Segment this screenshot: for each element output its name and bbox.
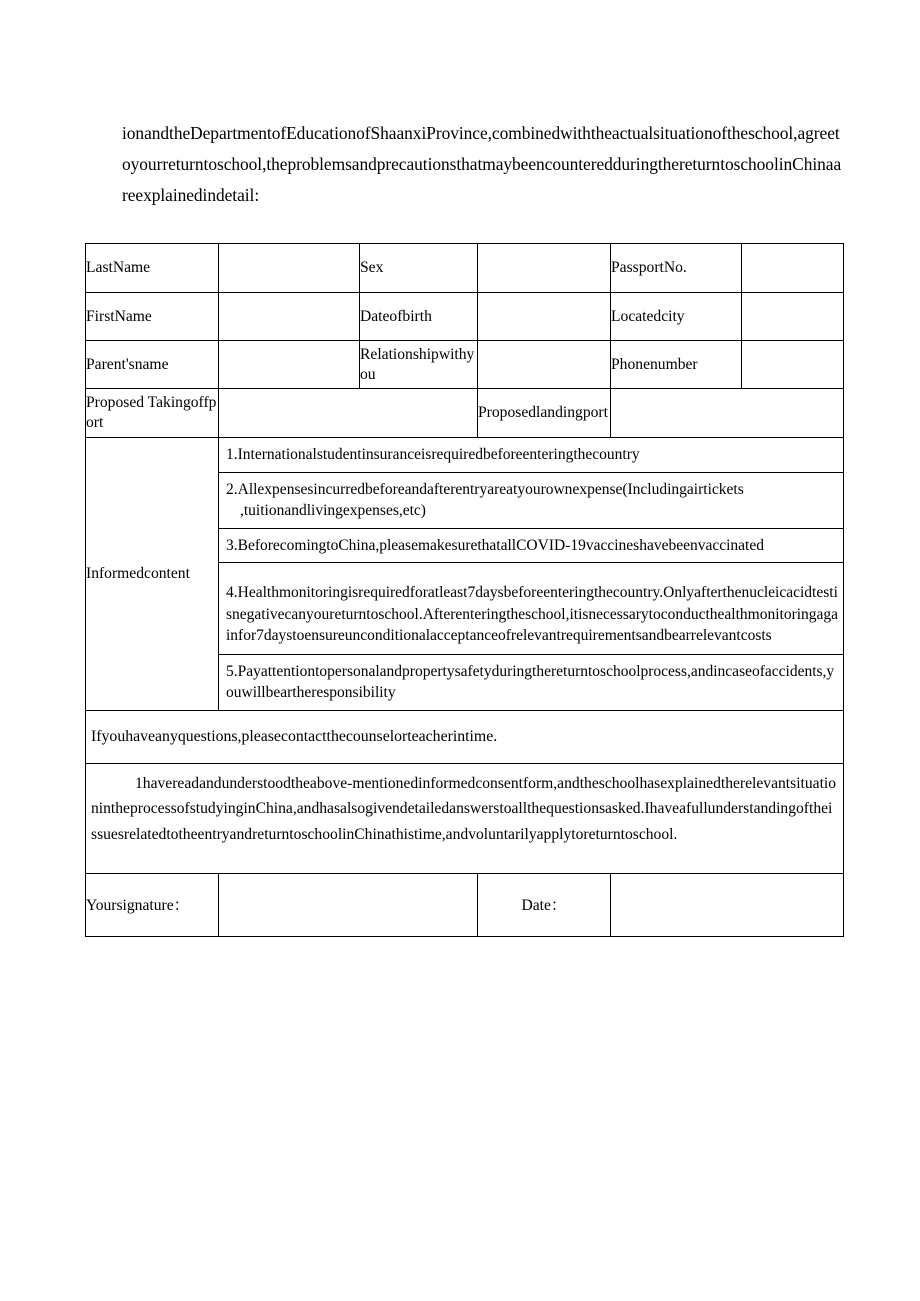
table-row-first-name [86, 293, 844, 341]
input-proposed-taking-off-port[interactable] [219, 389, 478, 438]
table-row-parents-name [86, 341, 844, 389]
input-sex[interactable] [478, 244, 611, 293]
informed-item-2-text: 2.Allexpensesincurredbeforeandafterentryareatyourownexpense(Includingairtickets [226, 480, 744, 498]
table-row-consent-statement [86, 763, 844, 874]
questions-note: Ifyouhaveanyquestions,pleasecontactthecounselorteacherintime. [86, 710, 844, 763]
input-relationship-with-you[interactable] [478, 341, 611, 389]
input-your-signature[interactable] [219, 874, 478, 937]
informed-item-2 [219, 472, 843, 528]
label-first-name: FirstName [86, 293, 219, 341]
table-row-signature [86, 874, 844, 937]
informed-content-list [219, 438, 843, 710]
label-passport-no: PassportNo. [611, 244, 742, 293]
informed-content-cell [219, 438, 844, 711]
label-sex: Sex [360, 244, 478, 293]
label-informed-content: Informedcontent [86, 438, 219, 711]
informed-item [219, 438, 843, 472]
input-date[interactable] [611, 874, 844, 937]
informed-consent-form-table [85, 243, 844, 937]
label-last-name: LastName [86, 244, 219, 293]
table-row-ports [86, 389, 844, 438]
label-phone-number: Phonenumber [611, 341, 742, 389]
label-proposed-landing-port: Proposedlandingport [478, 389, 611, 438]
input-first-name[interactable] [219, 293, 360, 341]
table-row-last-name [86, 244, 844, 293]
input-date-of-birth[interactable] [478, 293, 611, 341]
input-passport-no[interactable] [742, 244, 844, 293]
table-row-informed-content [86, 438, 844, 711]
informed-item [219, 528, 843, 563]
input-phone-number[interactable] [742, 341, 844, 389]
informed-item [219, 563, 843, 655]
consent-statement-body: mentionedinformedconsentform,andtheschoolhasexplainedtherelevantsituationintheprocessofstudyinginChina,andhasalsogivendetailedanswerstoallthequestionsasked.IhaveafullunderstandingoftheissuesrelatedtotheentryandreturntoschoolinChinathistime,andvoluntarilyapplytoreturntoschool. [91, 774, 837, 843]
label-relationship-with-you: Relationshipwithyou [360, 341, 478, 389]
informed-item-2-continuation: ,tuitionandlivingexpenses,etc) [240, 502, 426, 519]
input-parents-name[interactable] [219, 341, 360, 389]
informed-item-5-text: 5.Payattentiontopersonalandpropertysafetyduringthereturntoschoolprocess,andincaseofaccidents,youwillbeartheresponsibility [226, 662, 835, 701]
label-proposed-taking-off-port: Proposed Takingoffport [86, 389, 219, 438]
informed-item-1-text: 1.Internationalstudentinsuranceisrequiredbeforeenteringthecountry [226, 446, 640, 463]
informed-item-4-text: 4.Healthmonitoringisrequiredforatleast7daysbeforeenteringthecountry.Onlyafterthenucleicacidtestisnegativecanyoureturntoschool.Afterenteringtheschool,itisnecessarytoconducthealthmonitoringagainfor7daystoensureunconditionalacceptanceofrelevantrequirementsandbearrelevantcosts [226, 584, 839, 644]
label-date: Date： [478, 874, 611, 937]
label-parents-name: Parent'sname [86, 341, 219, 389]
intro-paragraph: ionandtheDepartmentofEducationofShaanxiProvince,combinedwiththeactualsituationoftheschool,agreetoyourreturntoschool,theproblemsandprecautionsthatmaybeencounteredduringthereturntoschoolinChinaareexplainedindetail: [122, 123, 842, 205]
informed-item [219, 472, 843, 528]
label-date-of-birth: Dateofbirth [360, 293, 478, 341]
consent-statement-lead: 1havereadandunderstoodtheabove- [135, 774, 353, 792]
informed-item-1 [219, 438, 843, 472]
label-located-city: Locatedcity [611, 293, 742, 341]
table-row-questions-note [86, 710, 844, 763]
input-located-city[interactable] [742, 293, 844, 341]
informed-item-3 [219, 528, 843, 563]
label-your-signature: Yoursignature： [86, 874, 219, 937]
informed-item-5 [219, 654, 843, 710]
input-last-name[interactable] [219, 244, 360, 293]
informed-item-3-text: 3.BeforecomingtoChina,pleasemakesurethatallCOVID-19vaccineshavebeenvaccinated [226, 536, 764, 554]
informed-item [219, 654, 843, 710]
consent-statement-cell [86, 763, 844, 874]
informed-item-4 [219, 563, 843, 655]
input-proposed-landing-port[interactable] [611, 389, 844, 438]
